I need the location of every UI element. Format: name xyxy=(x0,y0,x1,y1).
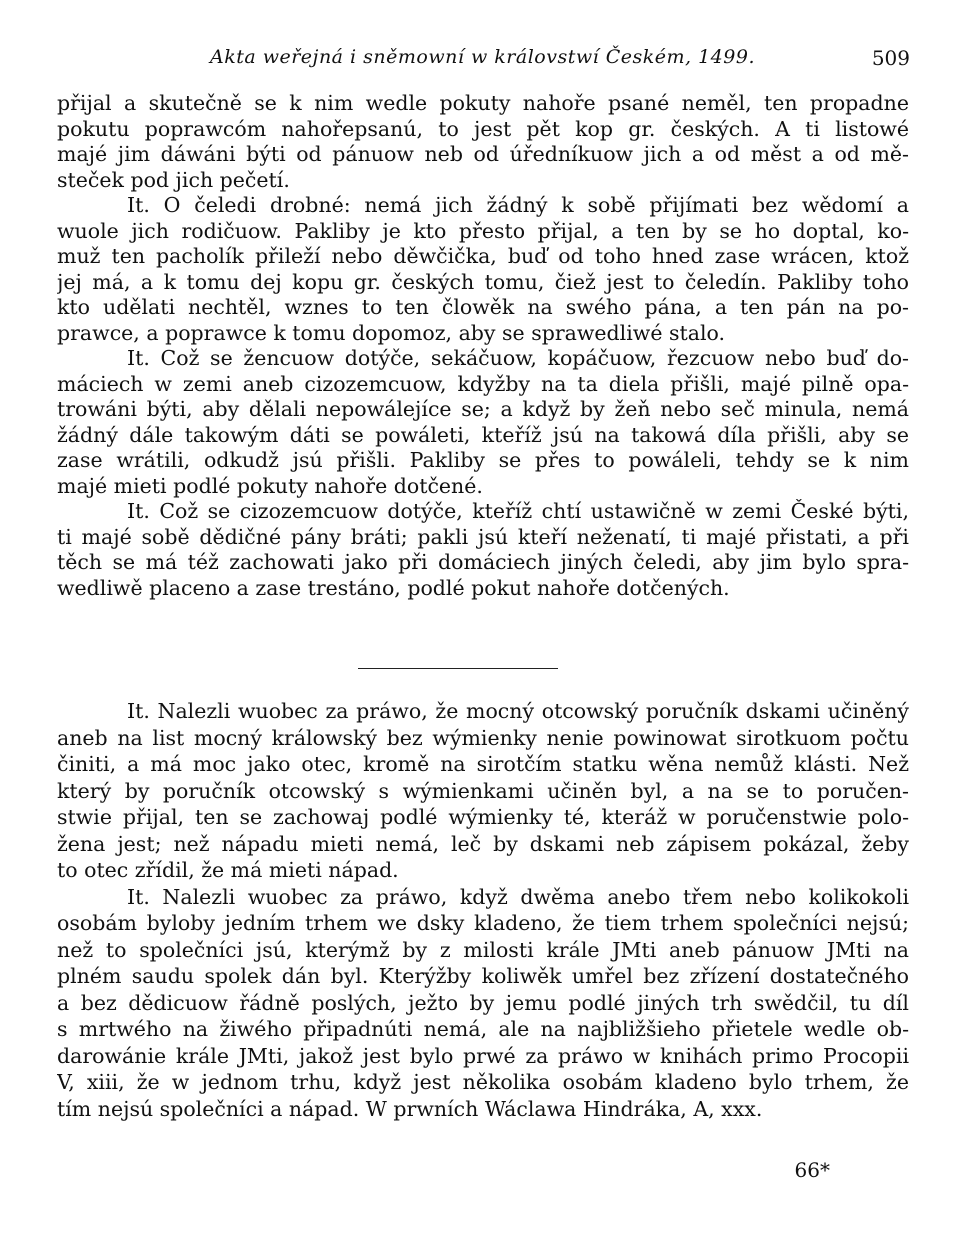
text-line: s mrtwého na žiwého připadnúti nemá, ale na najbližšieho přietele wedle ob- xyxy=(57,1017,909,1041)
running-title: Akta weřejná i sněmowní w královstwí Českém, 1499. xyxy=(209,46,755,68)
text-line: It. Což se žencuow dotýče, sekáčuow, kopáčuow, řezcuow nebo buď do- xyxy=(127,346,909,370)
page-number: 509 xyxy=(871,46,910,70)
text-line: máciech w zemi aneb cizozemcuow, kdyžby na ta diela přišli, majé pilně opa- xyxy=(57,371,909,396)
text-line: kto udělati nechtěl, wznes to ten člowěk na swého pána, a ten pán na po- xyxy=(57,295,909,319)
text-line: steček pod jich pečetí. xyxy=(57,167,290,192)
text-line: žena jest; než nápadu mieti nemá, leč by dskami neb zápisem pokázal, žeby xyxy=(57,831,909,856)
text-line: zase wrátili, odkudž jsú přišli. Pakliby se přes to powáleli, tehdy se k nim xyxy=(57,448,909,472)
text-line: žádný dále takowým dáti se powáleti, kteříž jsú na takowá díla přišli, aby se xyxy=(57,422,909,447)
text-line: It. Nalezli wuobec za práwo, když dwěma anebo třem nebo kolikokoli xyxy=(127,884,909,909)
text-section-2 xyxy=(57,698,909,1122)
text-line: It. O čeledi drobné: nemá jich žádný k sobě přijímati bez wědomí a xyxy=(127,193,909,217)
text-line: než to společníci jsú, kterýmž by z milosti krále JMti aneb pánuow JMti na xyxy=(57,937,909,962)
text-line: wedliwě placeno a zase trestáno, podlé pokut nahoře dotčených. xyxy=(57,575,730,600)
text-line: a bez dědicuow řádně poslých, ježto by jemu podlé jiných trh swědčil, tu díl xyxy=(57,990,909,1015)
text-line: stwie přijal, ten se zachowaj podlé wýmienky té, kteráž w poručenstwie polo- xyxy=(57,805,909,829)
section-divider xyxy=(358,668,558,669)
text-line: majé mieti podlé pokuty nahoře dotčené. xyxy=(57,473,483,498)
text-line: přijal a skutečně se k nim wedle pokuty nahoře psané neměl, ten propadne xyxy=(57,91,909,115)
text-line: wuole jich rodičuow. Pakliby je kto přesto přijal, a ten by se ho doptal, ko- xyxy=(57,218,909,243)
text-line: pokutu poprawcóm nahořepsanú, to jest pět kop gr. českých. A ti listowé xyxy=(57,116,909,141)
text-line: It. Což se cizozemcuow dotýče, kteříž chtí ustawičně w zemi České býti, xyxy=(127,499,909,523)
text-line: trowáni býti, aby dělali nepowálejíce se; a když by žeň nebo seč minula, nemá xyxy=(57,397,909,421)
page-header xyxy=(55,46,910,76)
text-line: plném saudu spolek dán byl. Kterýžby koliwěk umřel bez zřízení dostatečného xyxy=(57,964,909,988)
text-line: ti majé sobě dědičné pány bráti; pakli jsú kteří neženatí, ti majé přistati, a při xyxy=(57,524,909,549)
text-line: to otec zřídil, že má mieti nápad. xyxy=(57,858,399,882)
text-line: muž ten pacholík přileží nebo děwčička, buď od toho hned zase wrácen, ktož xyxy=(57,244,909,268)
text-line: který by poručník otcowský s wýmienkami učiněn byl, a na se to poručen- xyxy=(57,778,909,803)
text-line: osobám byloby jedním trhem we dsky kladeno, že tiem trhem společníci nejsú; xyxy=(57,911,909,935)
text-line: prawce, a poprawce k tomu dopomoz, aby se sprawedliwé stalo. xyxy=(57,320,726,345)
text-line: aneb na list mocný králowský bez wýmienky nenie powinowat sirotkuom počtu xyxy=(57,725,909,750)
signature-mark: 66* xyxy=(794,1158,830,1182)
text-line: jej má, a k tomu dej kopu gr. českých tomu, čiež jest to čeledín. Pakliby toho xyxy=(57,269,909,294)
text-line: V, xiii, že w jednom trhu, když jest několika osobám kladeno bylo trhem, že xyxy=(57,1070,909,1094)
text-line: činiti, a má moc jako otec, kromě na sirotčím statku wěna nemůž klásti. Než xyxy=(57,752,909,776)
text-line: těch se má též zachowati jako při domáciech jiných čeledi, aby jim bylo spra- xyxy=(57,550,909,574)
text-line: darowánie krále JMti, jakož jest bylo prwé za práwo w knihách primo Procopii xyxy=(57,1043,909,1068)
text-section-1 xyxy=(57,91,909,601)
text-line: tím nejsú společníci a nápad. W prwních Wáclawa Hindráka, A, xxx. xyxy=(57,1096,763,1121)
text-line: It. Nalezli wuobec za práwo, že mocný otcowský poručník dskami učiněný xyxy=(127,699,909,723)
text-line: majé jim dáwáni býti od pánuow neb od úředníkuow jich a od měst a od mě- xyxy=(57,142,909,166)
